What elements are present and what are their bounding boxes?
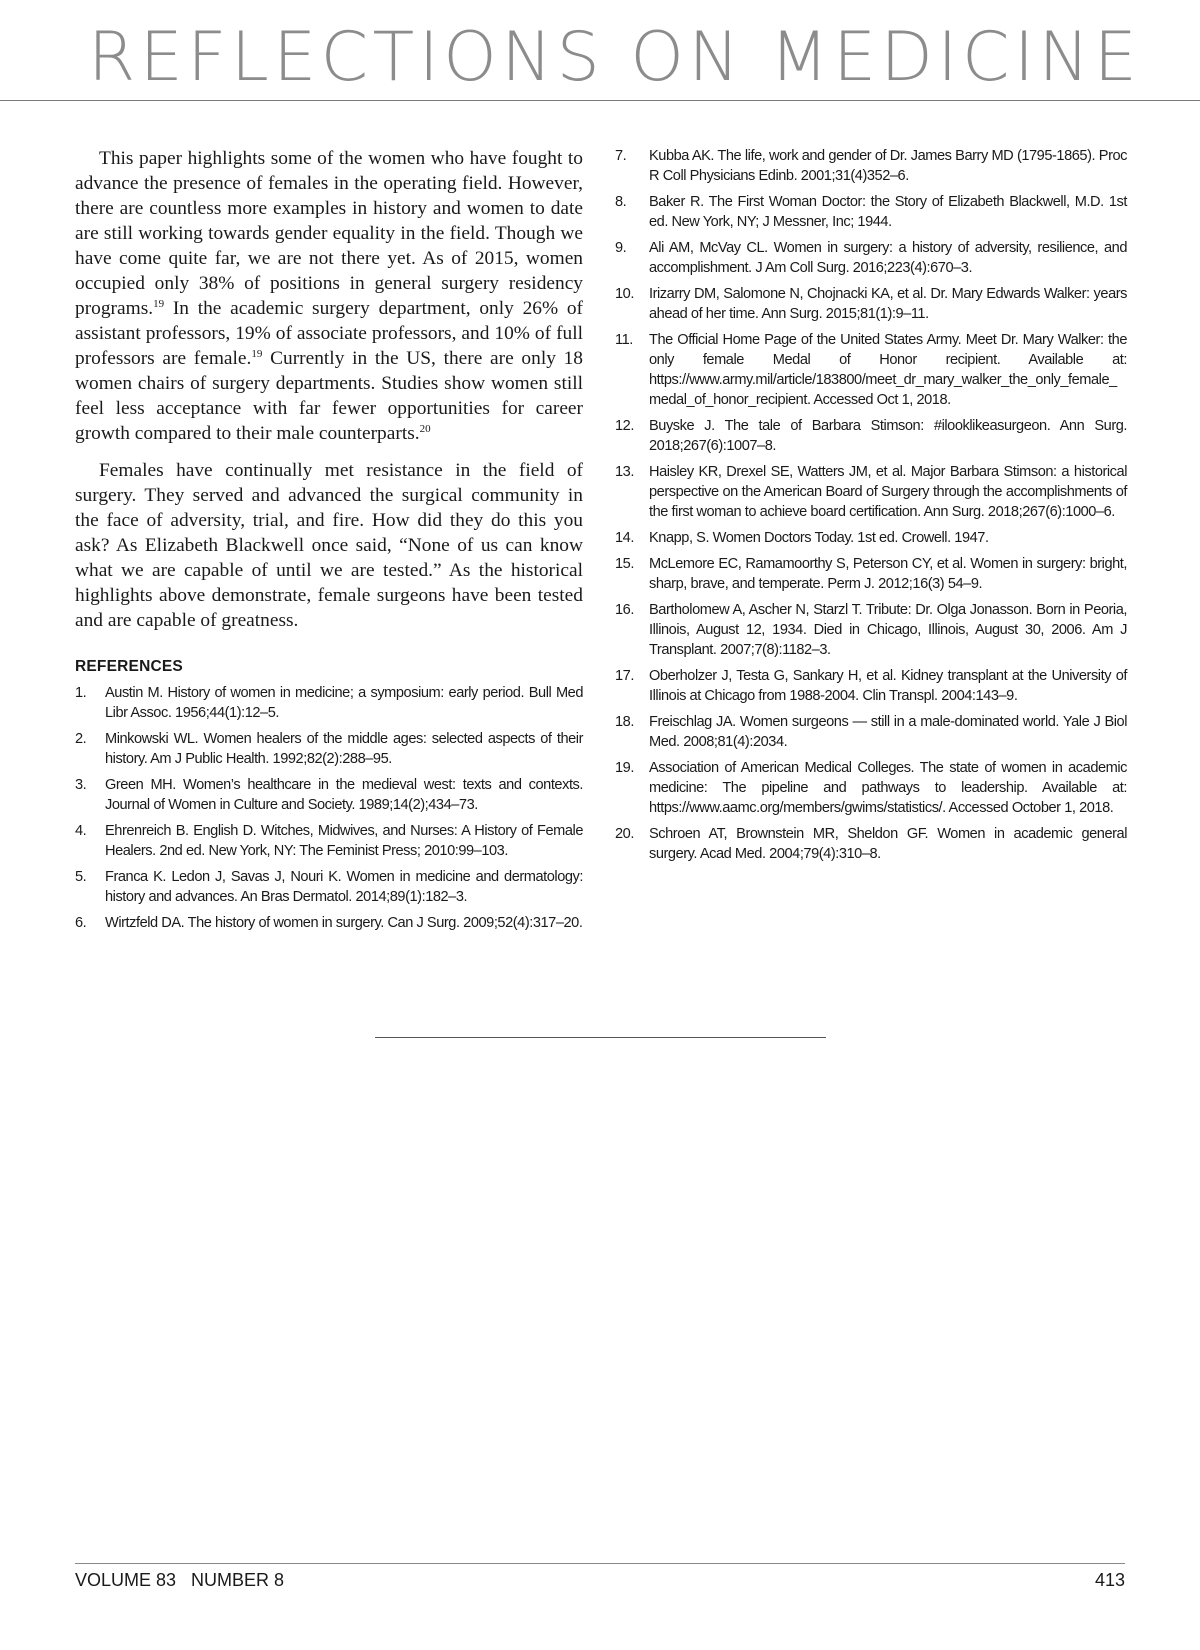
page-number: 413 [1094,1570,1125,1590]
article-end-divider [375,1037,826,1038]
header-title: REFLECTIONS ON MEDICINE [88,18,1142,97]
reference-number: 3. [75,777,87,793]
reference-number: 13. [615,464,634,480]
reference-number: 5. [75,869,87,885]
reference-text: Ehrenreich B. English D. Witches, Midwives, and Nurses: A History of Female Healers. 2nd ed. New York, NY: The Feminist Press; 2010:99–103. [105,823,583,859]
reference-number: 16. [615,602,634,618]
reference-number: 8. [615,194,627,210]
reference-item [75,867,583,907]
reference-number: 19. [615,760,634,776]
reference-text: Association of American Medical Colleges. The state of women in academic medicine: The pipeline and pathways to leadership. Available at: https://www.aamc.org/members/gwims/statistics/. Accessed October 1, 2018. [649,760,1127,816]
reference-number: 10. [615,286,634,302]
citation-superscript: 20 [419,423,431,435]
reference-item [615,528,1127,548]
reference-item [75,821,583,861]
reference-number: 1. [75,685,87,701]
reference-text: Green MH. Women’s healthcare in the medieval west: texts and contexts. Journal of Women in Culture and Society. 1989;14(2);434–73. [105,777,583,813]
reference-number: 12. [615,418,634,434]
citation-superscript: 19 [153,298,165,310]
reference-text: The Official Home Page of the United States Army. Meet Dr. Mary Walker: the only female Medal of Honor recipient. Available at: https://www.army.mil/article/183800/meet_dr_mary_walker_the_only_female_medal_of_honor_recipient. Accessed Oct 1, 2018. [649,332,1127,408]
paragraph-text: Currently in the US, there are only 18 women chairs of surgery departments. Studies show women still feel less acceptance with far fewer opportunities for career growth compared to their male counterparts. [75,348,583,444]
reference-number: 17. [615,668,634,684]
reference-number: 2. [75,731,87,747]
reference-text: Freischlag JA. Women surgeons — still in a male-dominated world. Yale J Biol Med. 2008;81(4):2034. [649,714,1127,750]
reference-item [75,775,583,815]
reference-text: Wirtzfeld DA. The history of women in surgery. Can J Surg. 2009;52(4):317–20. [105,915,583,931]
reference-item [615,758,1127,818]
reference-number: 4. [75,823,87,839]
reference-item [615,600,1127,660]
footer-divider [75,1563,1125,1564]
reference-number: 15. [615,556,634,572]
reference-text: Baker R. The First Woman Doctor: the Story of Elizabeth Blackwell, M.D. 1st ed. New York, NY; J Messner, Inc; 1944. [649,194,1127,230]
reference-text: Minkowski WL. Women healers of the middle ages: selected aspects of their history. Am J Public Health. 1992;82(2):288–95. [105,731,583,767]
reference-item [75,683,583,723]
reference-number: 6. [75,915,87,931]
footer-volume-issue: VOLUME 83 NUMBER 8 [75,1570,285,1590]
reference-item [615,462,1127,522]
reference-text: Schroen AT, Brownstein MR, Sheldon GF. Women in academic general surgery. Acad Med. 2004;79(4):310–8. [649,826,1127,862]
header-divider [0,100,1200,101]
reference-text: Kubba AK. The life, work and gender of Dr. James Barry MD (1795-1865). Proc R Coll Physicians Edinb. 2001;31(4)352–6. [649,148,1127,184]
reference-item [615,284,1127,324]
reference-text: Irizarry DM, Salomone N, Chojnacki KA, et al. Dr. Mary Edwards Walker: years ahead of her time. Ann Surg. 2015;81(1):9–11. [649,286,1127,322]
reference-text: Austin M. History of women in medicine; a symposium: early period. Bull Med Libr Assoc. 1956;44(1):12–5. [105,685,583,721]
reference-number: 11. [615,332,633,348]
reference-item [75,729,583,769]
left-column [75,146,583,939]
reference-text: McLemore EC, Ramamoorthy S, Peterson CY, et al. Women in surgery: bright, sharp, brave, and temperate. Perm J. 2012;16(3) 54–9. [649,556,1127,592]
reference-text: Bartholomew A, Ascher N, Starzl T. Tribute: Dr. Olga Jonasson. Born in Peoria, Illinois, August 12, 1934. Died in Chicago, Illinois, August 30, 2006. Am J Transplant. 2007;7(8):1182–3. [649,602,1127,658]
reference-number: 7. [615,148,627,164]
reference-number: 20. [615,826,634,842]
right-column [615,146,1127,870]
reference-text: Knapp, S. Women Doctors Today. 1st ed. Crowell. 1947. [649,530,989,546]
reference-item [615,554,1127,594]
reference-number: 9. [615,240,627,256]
reference-list-left [75,683,583,933]
references-heading: REFERENCES [75,658,183,675]
reference-text: Franca K. Ledon J, Savas J, Nouri K. Women in medicine and dermatology: history and advances. An Bras Dermatol. 2014;89(1):182–3. [105,869,583,905]
body-paragraph-2: Females have continually met resistance in the field of surgery. They served and advanced the surgical community in the face of adversity, trial, and fire. How did they do this you ask? As Elizabeth Blackwell once said, “None of us can know what we are capable of until we are tested.” As the historical highlights above demonstrate, female surgeons have been tested and are capable of greatness. [75,460,583,631]
reference-item [615,192,1127,232]
reference-text: Buyske J. The tale of Barbara Stimson: #ilooklikeasurgeon. Ann Surg. 2018;267(6):1007–8. [649,418,1127,454]
paragraph-text: This paper highlights some of the women who have fought to advance the presence of females in the operating field. However, there are countless more examples in history and women to date are still working towards gender equality in the field. Though we have come quite far, we are not there yet. As of 2015, women occupied only 38% of positions in general surgery residency programs. [75,148,583,319]
reference-item [75,913,583,933]
reference-number: 14. [615,530,634,546]
reference-item [615,666,1127,706]
reference-item [615,712,1127,752]
reference-item [615,238,1127,278]
reference-item [615,416,1127,456]
citation-superscript: 19 [251,348,263,360]
reference-text: Oberholzer J, Testa G, Sankary H, et al. Kidney transplant at the University of Illinois at Chicago from 1988-2004. Clin Transpl. 2004:143–9. [649,668,1127,704]
reference-text: Ali AM, McVay CL. Women in surgery: a history of adversity, resilience, and accomplishment. J Am Coll Surg. 2016;223(4):670–3. [649,240,1127,276]
reference-item [615,146,1127,186]
paragraph-text: In the academic surgery department, only 26% of assistant professors, 19% of associate professors, and 10% of full professors are female. [75,298,583,369]
body-paragraph-1 [75,146,583,446]
reference-item [615,824,1127,864]
reference-text: Haisley KR, Drexel SE, Watters JM, et al. Major Barbara Stimson: a historical perspective on the American Board of Surgery through the accomplishments of the first woman to achieve board certification. Ann Surg. 2018;267(6):1000–6. [649,464,1127,520]
reference-item [615,330,1127,410]
reference-list-right [615,146,1127,864]
reference-number: 18. [615,714,634,730]
